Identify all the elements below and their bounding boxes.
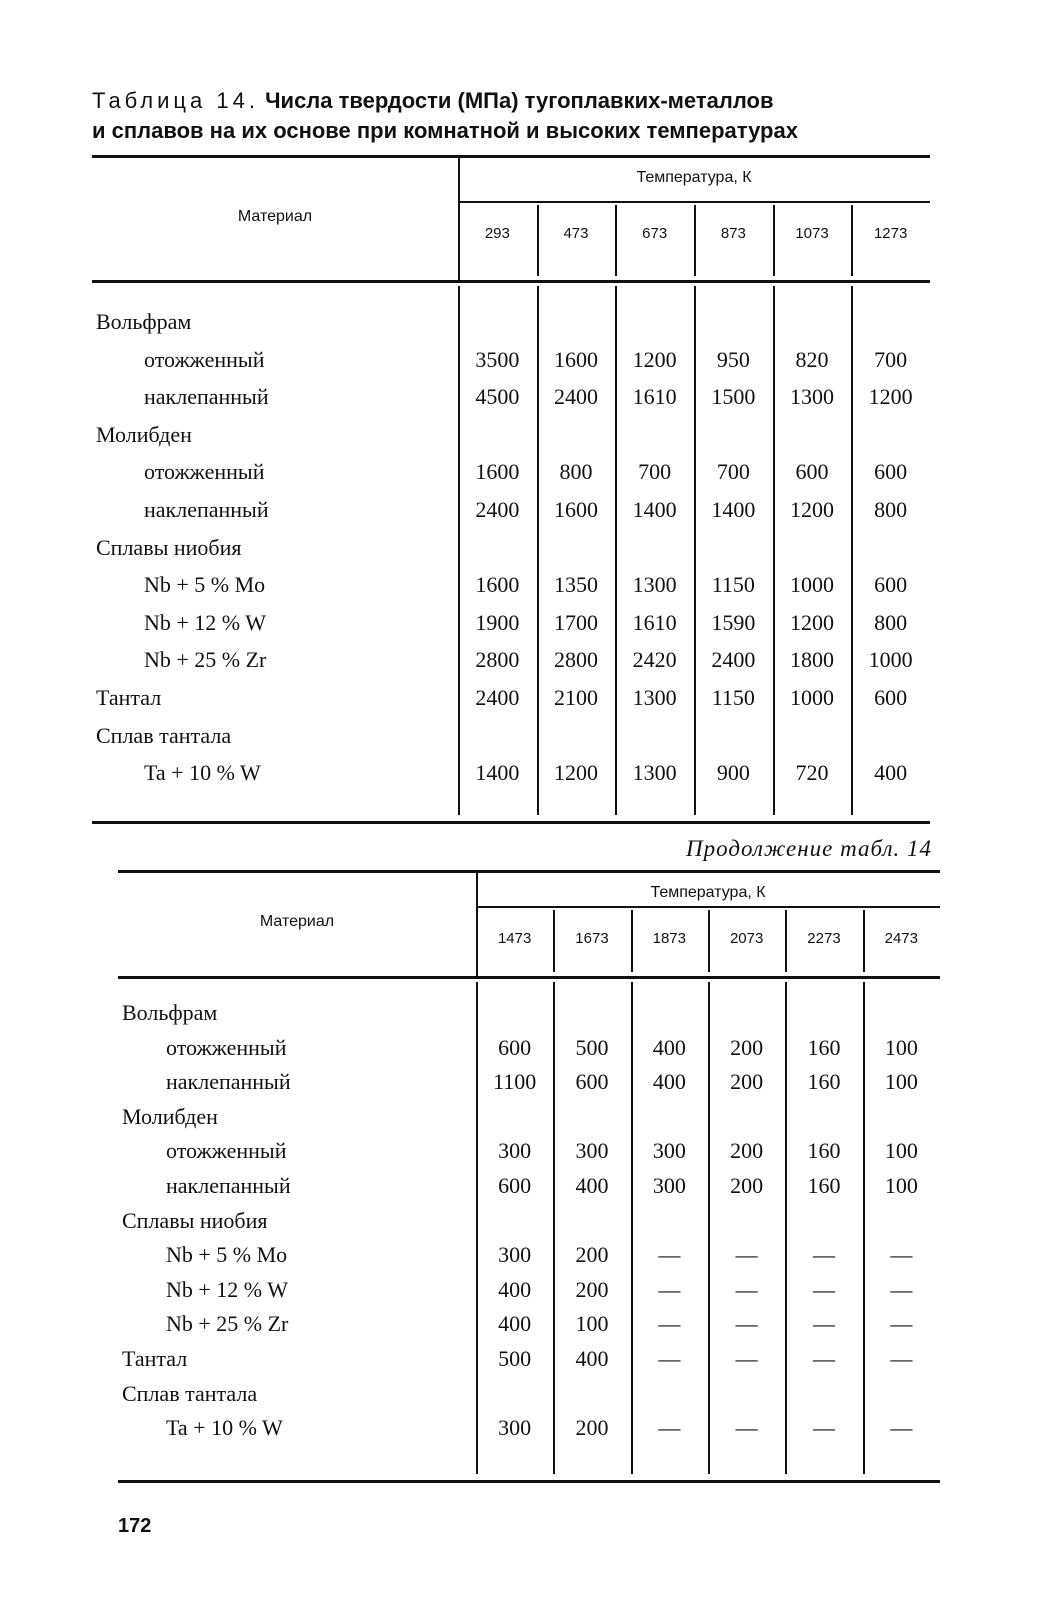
- material-label: Молибден: [122, 1103, 218, 1129]
- hardness-value: 600: [874, 572, 908, 598]
- hardness-value: 1000: [868, 647, 913, 673]
- hardness-value: —: [812, 1346, 835, 1371]
- material-label: Сплав тантала: [122, 1380, 258, 1406]
- hardness-value: 1150: [711, 572, 755, 598]
- hardness-value: 1400: [632, 497, 677, 522]
- hardness-value: 1200: [789, 609, 834, 635]
- hardness-value: 100: [575, 1311, 609, 1337]
- hardness-value: 600: [575, 1069, 609, 1095]
- page-number: 172: [118, 1515, 152, 1537]
- hardness-value: 1600: [475, 459, 520, 485]
- hardness-value: 160: [807, 1138, 841, 1164]
- hardness-value: 1200: [632, 346, 677, 372]
- material-label: Ta + 10 % W: [166, 1415, 283, 1441]
- column-divider: [537, 205, 539, 276]
- hardness-value: —: [735, 1346, 758, 1371]
- material-label: Вольфрам: [122, 1000, 218, 1025]
- hardness-value: —: [658, 1346, 681, 1371]
- table-title-line2: и сплавов на их основе при комнатной и высоких температурах: [92, 118, 798, 143]
- hardness-value: 400: [575, 1346, 609, 1371]
- hardness-value: 1590: [711, 609, 756, 635]
- column-divider: [631, 910, 633, 972]
- hardness-value: —: [890, 1415, 913, 1441]
- hardness-value: 2400: [711, 647, 756, 673]
- hardness-value: 300: [652, 1138, 686, 1164]
- hardness-value: 900: [716, 760, 750, 786]
- hardness-value: —: [890, 1276, 913, 1302]
- hardness-value: —: [658, 1415, 681, 1441]
- hardness-value: 700: [874, 346, 908, 372]
- hardness-value: 2400: [475, 685, 520, 710]
- table-top-rule: [118, 870, 940, 873]
- hardness-value: 300: [575, 1138, 609, 1164]
- hardness-value: 720: [795, 760, 829, 786]
- hardness-value: —: [890, 1346, 913, 1371]
- material-label: наклепанный: [144, 497, 269, 522]
- hardness-value: 200: [730, 1138, 764, 1164]
- hardness-value: 400: [652, 1034, 686, 1060]
- hardness-value: 500: [498, 1346, 532, 1371]
- material-label: наклепанный: [166, 1069, 291, 1095]
- column-divider: [863, 910, 865, 972]
- hardness-value: 160: [807, 1173, 841, 1198]
- hardness-value: —: [812, 1311, 835, 1337]
- hardness-value: 1900: [475, 609, 520, 635]
- hardness-value: 1300: [632, 572, 677, 598]
- hardness-value: —: [812, 1415, 835, 1441]
- hardness-value: 300: [498, 1138, 532, 1164]
- hardness-value: 200: [730, 1069, 764, 1095]
- hardness-value: 2400: [475, 497, 520, 522]
- material-label: Nb + 12 % W: [166, 1276, 288, 1302]
- hardness-value: 200: [730, 1173, 764, 1198]
- hardness-value: 2800: [553, 647, 598, 673]
- temperature-column-header: 473: [563, 225, 589, 242]
- hardness-value: 1600: [475, 572, 520, 598]
- hardness-value: —: [890, 1311, 913, 1337]
- hardness-value: —: [658, 1311, 681, 1337]
- hardness-value: 200: [730, 1034, 764, 1060]
- material-label: Тантал: [96, 685, 162, 710]
- header-separator: [476, 870, 478, 976]
- hardness-value: —: [890, 1242, 913, 1268]
- hardness-value: 820: [795, 346, 829, 372]
- header-separator: [458, 155, 460, 280]
- temperature-header: Температура, К: [636, 169, 752, 186]
- hardness-value: 2420: [632, 647, 677, 673]
- hardness-value: 400: [498, 1276, 532, 1302]
- column-divider: [851, 205, 853, 276]
- temperature-column-header: 1273: [873, 225, 908, 242]
- hardness-value: 1700: [553, 609, 598, 635]
- hardness-value: 100: [884, 1173, 918, 1198]
- table-bottom-rule: [118, 1480, 940, 1483]
- hardness-value: 700: [638, 459, 672, 485]
- material-label: отожженный: [144, 346, 265, 372]
- hardness-value: 1150: [711, 685, 755, 710]
- hardness-value: 1600: [553, 346, 598, 372]
- hardness-value: 4500: [475, 384, 520, 410]
- hardness-value: 1100: [493, 1069, 537, 1095]
- temperature-column-header: 2073: [729, 930, 764, 947]
- hardness-value: 1000: [789, 685, 834, 710]
- material-column-header: Материал: [259, 913, 335, 930]
- temperature-column-header: 2473: [884, 930, 918, 947]
- continuation-label: Продолжение табл. 14: [686, 836, 932, 861]
- hardness-value: 1500: [711, 384, 756, 410]
- hardness-value: 100: [884, 1034, 918, 1060]
- material-label: Сплавы ниобия: [96, 534, 242, 560]
- material-label: Nb + 12 % W: [144, 609, 266, 635]
- hardness-value: 200: [575, 1415, 609, 1441]
- hardness-value: 1610: [632, 384, 677, 410]
- hardness-value: —: [735, 1415, 758, 1441]
- hardness-value: —: [658, 1242, 681, 1268]
- hardness-value: 1300: [632, 760, 677, 786]
- temperature-column-header: 873: [720, 225, 746, 242]
- hardness-value: 1300: [789, 384, 834, 410]
- material-label: Nb + 5 % Mo: [166, 1242, 288, 1268]
- hardness-value: 800: [874, 609, 908, 635]
- material-label: Молибден: [96, 421, 192, 447]
- hardness-value: 300: [498, 1242, 532, 1268]
- hardness-value: 1800: [789, 647, 834, 673]
- material-label: Nb + 25 % Zr: [166, 1311, 289, 1337]
- table-bottom-rule: [92, 821, 930, 824]
- hardness-value: 500: [575, 1034, 609, 1060]
- hardness-value: 100: [884, 1069, 918, 1095]
- hardness-value: 200: [575, 1276, 609, 1302]
- material-label: отожженный: [166, 1138, 287, 1164]
- material-label: отожженный: [166, 1034, 287, 1060]
- hardness-value: 2800: [475, 647, 520, 673]
- hardness-value: 1300: [632, 685, 677, 710]
- header-bottom-rule: [118, 976, 940, 979]
- column-divider: [773, 205, 775, 276]
- hardness-value: 300: [652, 1173, 686, 1198]
- hardness-value: 400: [498, 1311, 532, 1337]
- material-label: Вольфрам: [96, 309, 192, 334]
- hardness-value: 2400: [553, 384, 598, 410]
- material-label: наклепанный: [166, 1173, 291, 1198]
- hardness-value: 400: [874, 760, 908, 786]
- temperature-column-header: 1073: [795, 225, 829, 242]
- hardness-value: 200: [575, 1242, 609, 1268]
- hardness-value: 1610: [632, 609, 677, 635]
- table-top-rule: [92, 155, 930, 158]
- temperature-subrule: [458, 201, 930, 203]
- table-title-line1: Числа твердости (МПа) тугоплавких-металлов: [265, 88, 774, 113]
- hardness-value: 160: [807, 1069, 841, 1095]
- hardness-value: —: [812, 1242, 835, 1268]
- hardness-value: —: [735, 1242, 758, 1268]
- hardness-value: 1400: [475, 760, 520, 786]
- hardness-value: 1400: [711, 497, 756, 522]
- hardness-value: 100: [884, 1138, 918, 1164]
- table-title: [92, 86, 952, 146]
- material-label: отожженный: [144, 459, 265, 485]
- temperature-header: Температура, К: [650, 884, 766, 901]
- temperature-column-header: 1673: [575, 930, 609, 947]
- temperature-column-header: 2273: [807, 930, 841, 947]
- material-label: Ta + 10 % W: [144, 760, 261, 786]
- column-divider: [615, 205, 617, 276]
- hardness-value: 3500: [475, 346, 520, 372]
- hardness-value: —: [735, 1311, 758, 1337]
- material-label: Nb + 5 % Mo: [144, 572, 266, 598]
- hardness-value: 950: [716, 346, 750, 372]
- material-label: Nb + 25 % Zr: [144, 647, 267, 673]
- material-label: Сплав тантала: [96, 722, 232, 748]
- material-label: Сплавы ниобия: [122, 1207, 268, 1233]
- hardness-value: 800: [559, 459, 593, 485]
- hardness-value: 1000: [789, 572, 834, 598]
- hardness-value: 1350: [553, 572, 598, 598]
- header-bottom-rule: [92, 280, 930, 283]
- hardness-value: 300: [498, 1415, 532, 1441]
- hardness-value: 2100: [553, 685, 598, 710]
- column-divider: [785, 910, 787, 972]
- hardness-table-part2: [118, 870, 940, 1480]
- temperature-column-header: 1873: [652, 930, 686, 947]
- hardness-value: 700: [716, 459, 750, 485]
- hardness-value: 600: [874, 685, 908, 710]
- table-number: Таблица 14.: [92, 88, 259, 113]
- hardness-value: 160: [807, 1034, 841, 1060]
- hardness-value: 600: [874, 459, 908, 485]
- column-divider: [708, 910, 710, 972]
- hardness-value: —: [812, 1276, 835, 1302]
- temperature-subrule: [476, 906, 940, 908]
- hardness-value: 600: [498, 1173, 532, 1198]
- temperature-column-header: 1473: [497, 930, 532, 947]
- temperature-column-header: 293: [484, 225, 510, 242]
- material-label: наклепанный: [144, 384, 269, 410]
- hardness-value: 1200: [789, 497, 834, 522]
- material-label: Тантал: [122, 1346, 188, 1371]
- hardness-value: 600: [795, 459, 829, 485]
- hardness-value: —: [735, 1276, 758, 1302]
- hardness-value: —: [658, 1276, 681, 1302]
- hardness-value: 400: [575, 1173, 609, 1198]
- material-column-header: Материал: [237, 207, 313, 225]
- hardness-value: 600: [498, 1034, 532, 1060]
- hardness-value: 1200: [868, 384, 913, 410]
- hardness-table-part1: [92, 155, 930, 821]
- temperature-column-header: 673: [642, 225, 668, 242]
- column-divider: [553, 910, 555, 972]
- hardness-value: 1200: [553, 760, 598, 786]
- hardness-value: 800: [874, 497, 908, 522]
- column-divider: [694, 205, 696, 276]
- hardness-value: 400: [652, 1069, 686, 1095]
- hardness-value: 1600: [553, 497, 598, 522]
